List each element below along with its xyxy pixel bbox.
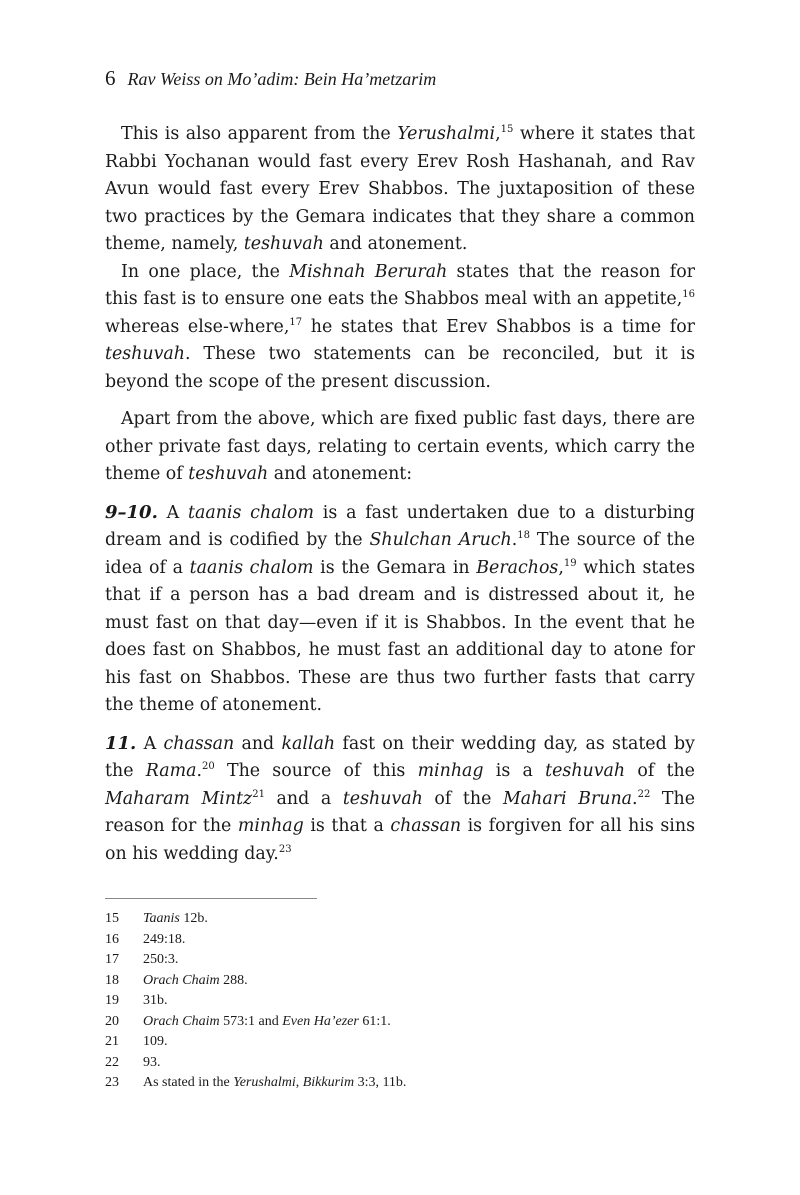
running-title: Rav Weiss on Mo’adim: Bein Ha’metzarim <box>127 69 437 89</box>
footnote: 19 31b. <box>105 993 168 1008</box>
footnote-ref: 20 <box>202 761 215 772</box>
footnote-ref: 19 <box>563 557 577 569</box>
footnote-ref: 23 <box>278 843 292 855</box>
footnote-ref: 17 <box>289 316 303 328</box>
paragraph-4: 9–10. A taanis chalom is a fast undertaken due to a disturbing dream and is codified by the Shulchan Aruch.$^{18}$ The source of the idea of a taanis chalom is the Gemara in Berachos,$^{19}$ which states that if a person has a bad dream and is distressed about it, he must fast on that day—even if it is Shabbos. In the event that he does fast on Shabbos, he must fast an additional day to atone for his fast on Shabbos. These are thus two further fasts that carry the theme of atonement. <box>105 501 695 715</box>
footnotes <box>105 909 705 1094</box>
paragraph-1: This is also apparent from the Yerushalmi,$^{15}$ where it states that Rabbi Yochanan would fast every Erev Rosh Hashanah, and Rav Avun would fast every Erev Shabbos. The juxtaposition of these two practices by the Gemara indicates that they share a common theme, namely, teshuvah and atonement. <box>105 124 695 254</box>
body-text <box>105 121 695 868</box>
footnote: 16 249:18. <box>105 931 186 947</box>
page-header <box>105 66 436 96</box>
footnote: 18 Orach Chaim 288. <box>105 972 248 988</box>
footnote: 15 Taanis 12b. <box>105 911 208 926</box>
footnote-ref: 21 <box>252 788 265 800</box>
paragraph-3: Apart from the above, which are fixed public fast days, there are other private fast days, relating to certain events, which carry the theme of teshuvah and atonement: <box>105 409 695 484</box>
paragraph-5: 11. A chassan and kallah fast on their wedding day, as stated by the Rama.$^{20}$ The source of this minhag is a teshuvah of the Maharam Mintz$^{21}$ and a teshuvah of the Mahari Bruna.$^{22}$ The reason for the minhag is that a chassan is forgiven for all his sins on his wedding day.$^{23}$ <box>105 732 695 864</box>
footnote-ref: 16 <box>682 289 695 300</box>
page-number: 6 <box>105 66 116 90</box>
item-number: 9–10. <box>105 501 158 523</box>
footnote: 21 109. <box>105 1034 168 1049</box>
footnote-ref: 18 <box>517 530 531 541</box>
footnote: 22 93. <box>105 1054 161 1070</box>
paragraph-2: In one place, the Mishnah Berurah states that the reason for this fast is to ensure one eats the Shabbos meal with an appetite,$^{16}$ whereas else-where,$^{17}$ he states that Erev Shabbos is a time for teshuvah. These two statements can be reconciled, but it is beyond the scope of the present discussion. <box>105 261 696 392</box>
footnote-ref: 15 <box>500 124 514 135</box>
footnote: 20 Orach Chaim 573:1 and Even Ha’ezer 61:1. <box>105 1013 391 1029</box>
item-number: 11. <box>105 732 137 754</box>
footnote-ref: 22 <box>637 788 651 800</box>
footnote-divider <box>105 898 317 899</box>
footnote: 23 As stated in the Yerushalmi, Bikkurim 3:3, 11b. <box>105 1075 407 1090</box>
footnote: 17 250:3. <box>105 952 179 967</box>
